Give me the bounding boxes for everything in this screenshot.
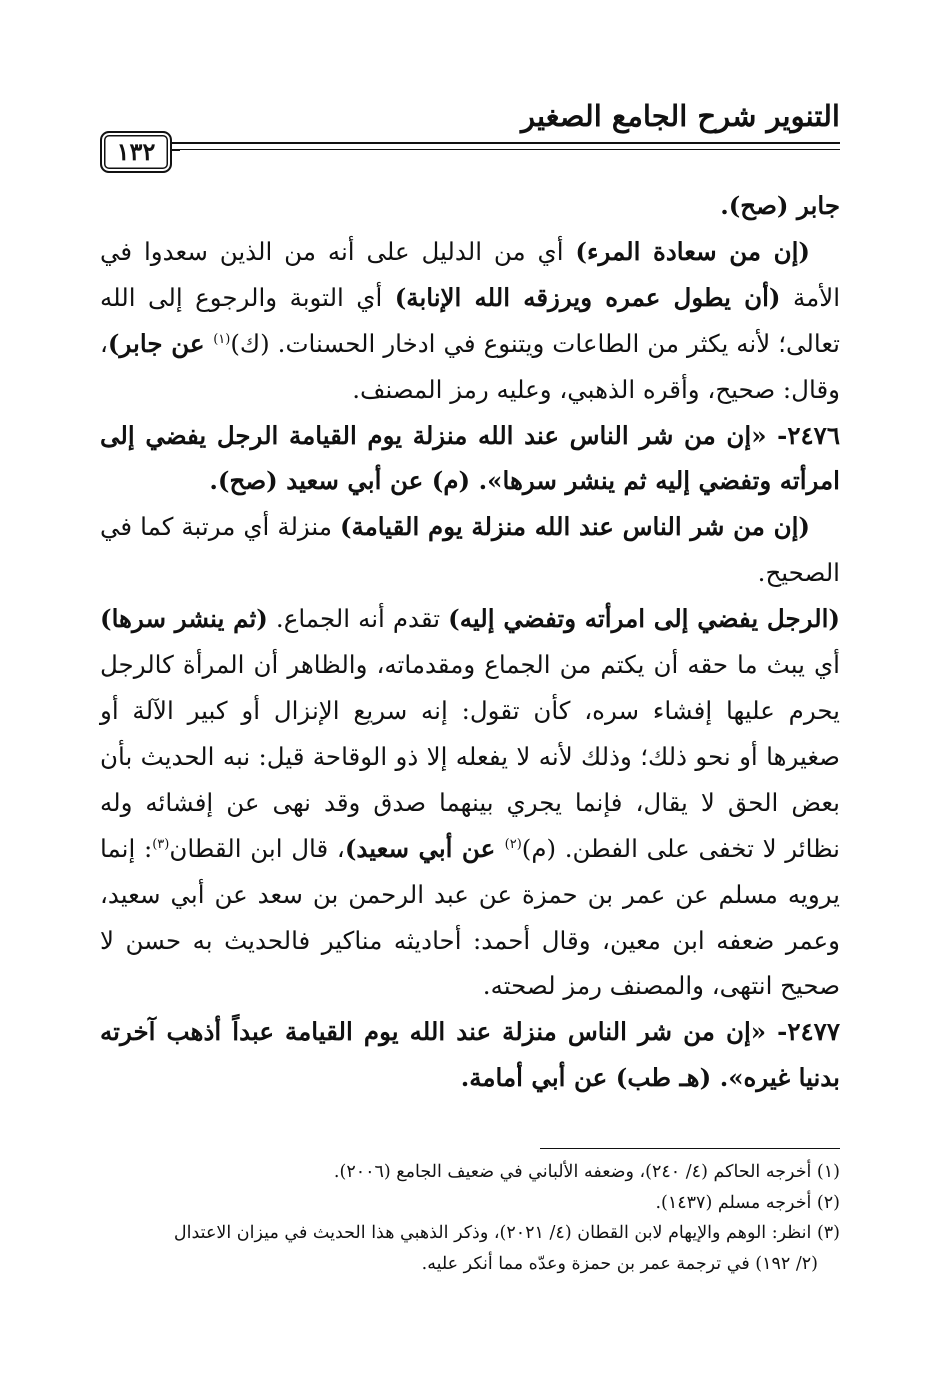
quoted-phrase: (إن من شر الناس عند الله منزلة يوم القيامة) bbox=[339, 512, 810, 542]
hadith-2476: ٢٤٧٦- «إن من شر الناس عند الله منزلة يوم القيامة الرجل يفضي إلى امرأته وتفضي إليه ثم ينشر سرها». (م) عن أبي سعيد (صح). bbox=[100, 420, 840, 496]
commentary-paragraph bbox=[100, 596, 840, 1009]
header-rule-top bbox=[175, 142, 840, 144]
quoted-phrase: (إن من سعادة المرء) bbox=[575, 236, 810, 266]
header-rule-bottom bbox=[175, 149, 840, 150]
header-dash-mark bbox=[172, 149, 180, 151]
footnote-marker[interactable]: (١) bbox=[213, 331, 231, 347]
footnote-marker[interactable]: (٣) bbox=[152, 836, 170, 852]
footnote-1: (١) أخرجه الحاكم (٤/ ٢٤٠)، وضعفه الألباني في ضعيف الجامع (٢٠٠٦). bbox=[333, 1162, 840, 1182]
quoted-phrase: (الرجل يفضي إلى امرأته وتفضي إليه) bbox=[448, 604, 840, 634]
footnote-rule bbox=[540, 1148, 840, 1149]
footnote-2: (٢) أخرجه مسلم (١٤٣٧). bbox=[655, 1192, 840, 1213]
body-text bbox=[100, 183, 840, 1101]
commentary-text: ، قال ابن القطان bbox=[169, 833, 345, 863]
commentary-paragraph bbox=[100, 229, 840, 413]
page-number: ١٣٢ bbox=[100, 131, 172, 173]
hadith-2477: ٢٤٧٧- «إن من شر الناس منزلة عند الله يوم القيامة عبداً أذهب آخرته بدنيا غيره». (هـ طب) عن أبي أمامة. bbox=[100, 1017, 840, 1093]
commentary-text: تقدم أنه الجماع. bbox=[267, 604, 449, 634]
commentary-text: أي التوبة والرجوع إلى الله تعالى؛ لأنه يكثر من الطاعات ويتنوع في ادخار الحسنات. (ك) bbox=[100, 282, 841, 358]
quoted-phrase: عن جابر) bbox=[107, 328, 214, 358]
commentary-text: منزلة أي مرتبة كما في الصحيح. bbox=[100, 512, 840, 588]
header-dash-mark bbox=[172, 142, 180, 144]
running-title: التنوير شرح الجامع الصغير bbox=[521, 99, 840, 133]
commentary-text: ، وقال: صحيح، وأقره الذهبي، وعليه رمز المصنف. bbox=[100, 328, 840, 404]
commentary-text: أي يبث ما حقه أن يكتم من الجماع ومقدماته، والظاهر أن المرأة كالرجل يحرم عليها إفشاء سره، كأن تقول: إنه سريع الإنزال أو كبير الآلة أو صغيرها أو نحو ذلك؛ وذلك لأنه لا يفعله إلا ذو الوقاحة قيل: نبه الحديث بأن بعض الحق لا يقال، فإنما يجري بينهما صدق وقد نهى عن إفشائه وله نظائر لا تخفى على الفطن. (م) bbox=[100, 650, 840, 863]
paragraph-ending: جابر (صح). bbox=[720, 191, 840, 220]
commentary-text: : إنما يرويه مسلم عن عمر بن حمزة عن عبد الرحمن بن سعد عن أبي سعيد، وعمر ضعفه ابن معين، وقال أحمد: أحاديثه مناكير فالحديث به حسن لا صحيح انتهى، والمصنف رمز لصحته. bbox=[100, 833, 840, 1001]
quoted-phrase: (ثم ينشر سرها) bbox=[100, 604, 268, 634]
footnote-3: (٣) انظر: الوهم والإيهام لابن القطان (٤/ ٢٠٢١)، وذكر الذهبي هذا الحديث في ميزان الاعتدال bbox=[173, 1223, 840, 1243]
footnotes bbox=[100, 1157, 840, 1279]
quoted-phrase: عن أبي سعيد) bbox=[344, 833, 505, 863]
footnote-marker[interactable]: (٢) bbox=[504, 836, 522, 852]
commentary-paragraph bbox=[100, 504, 840, 596]
footnote-3-continuation: (٢/ ١٩٢) في ترجمة عمر بن حمزة وعدّه مما أنكر عليه. bbox=[421, 1253, 818, 1274]
commentary-text: أي من الدليل على أنه من الذين سعدوا في الأمة bbox=[100, 236, 840, 312]
quoted-phrase: (أن يطول عمره ويرزقه الله الإنابة) bbox=[394, 282, 781, 312]
